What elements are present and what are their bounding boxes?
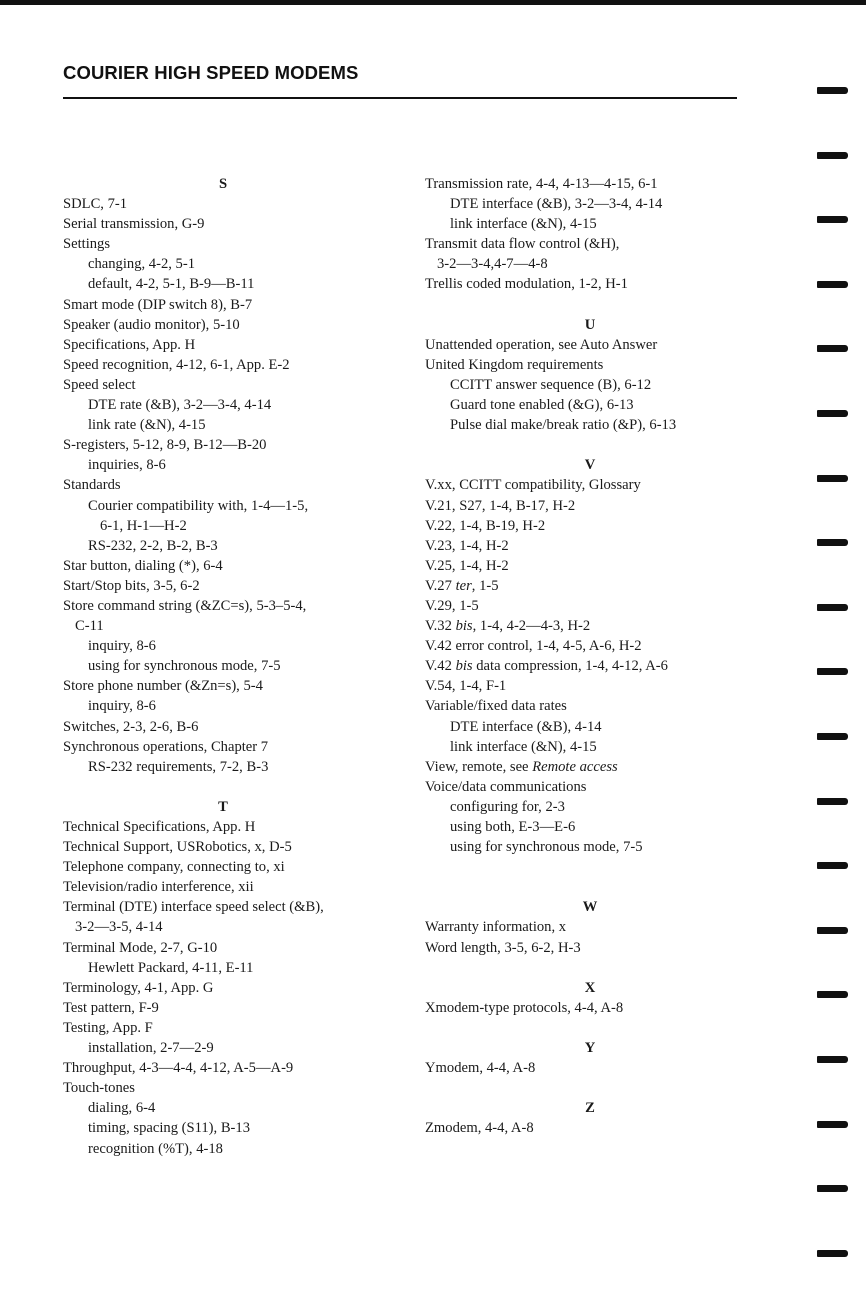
index-entry: Variable/fixed data rates [425,698,567,715]
section-spacer [63,777,383,797]
index-entry: V.23, 1-4, H-2 [425,537,509,554]
index-subentry: CCITT answer sequence (B), 6-12 [450,376,652,393]
entry-text: V.27 [425,577,456,594]
index-subentry: dialing, 6-4 [88,1100,156,1117]
index-subentry: DTE rate (&B), 3-2—3-4, 4-14 [88,397,272,414]
index-entry: V.42 error control, 1-4, 4-5, A-6, H-2 [425,638,642,655]
edge-tab-marker [817,87,848,94]
index-entry: V.29, 1-5 [425,597,479,614]
index-entry: Test pattern, F-9 [63,999,159,1016]
edge-tab-marker [817,152,848,159]
edge-tab-marker [817,475,848,482]
index-subentry: Hewlett Packard, 4-11, E-11 [88,959,254,976]
index-subentry: inquiries, 8-6 [88,457,166,474]
index-entry: Telephone company, connecting to, xi [63,859,285,876]
index-subentry: DTE interface (&B), 3-2—3-4, 4-14 [450,196,663,213]
index-entry: United Kingdom requirements [425,356,604,373]
edge-tab-marker [817,345,848,352]
index-column-right [425,174,755,1139]
entry-text: , 1-4, 4-2—4-3, H-2 [472,618,591,635]
index-entry: Testing, App. F [63,1019,153,1036]
index-entry: Touch-tones [63,1080,135,1097]
index-entry: Technical Support, USRobotics, x, D-5 [63,839,292,856]
edge-tab-marker [817,668,848,675]
edge-tab-marker [817,1250,848,1257]
section-spacer [425,877,755,897]
section-spacer [425,958,755,978]
edge-tab-marker [817,281,848,288]
edge-tab-marker [817,733,848,740]
index-entry: Transmit data flow control (&H), [425,236,620,253]
index-entry: Smart mode (DIP switch 8), B-7 [63,296,253,313]
entry-italic-text: bis [455,618,473,635]
index-entry: Standards [63,477,121,494]
index-entry: Terminology, 4-1, App. G [63,979,214,996]
section-letter: X [584,979,596,996]
index-entry: Word length, 3-5, 6-2, H-3 [425,939,581,956]
index-entry: Warranty information, x [425,919,567,936]
section-letter: T [218,798,228,815]
edge-tab-marker [817,1185,848,1192]
entry-text: View, remote, see [425,758,533,775]
index-entry: Voice/data communications [425,778,587,795]
index-subentry: installation, 2-7—2-9 [88,1040,214,1057]
index-subentry: RS-232 requirements, 7-2, B-3 [88,758,269,775]
index-entry: Television/radio interference, xii [63,879,254,896]
edge-tab-marker [817,216,848,223]
edge-tab-marker [817,1056,848,1063]
index-entry: Switches, 2-3, 2-6, B-6 [63,718,199,735]
index-entry: V.22, 1-4, B-19, H-2 [425,517,546,534]
edge-tab-marker [817,862,848,869]
edge-tab-marker [817,991,848,998]
section-letter: V [584,457,596,474]
index-subentry: C-11 [75,618,104,635]
index-entry: Ymodem, 4-4, A-8 [425,1060,536,1077]
index-subentry: changing, 4-2, 5-1 [88,256,195,273]
index-entry: Speed select [63,376,136,393]
index-subentry: inquiry, 8-6 [88,638,156,655]
index-subentry: inquiry, 8-6 [88,698,156,715]
index-subentry: 3-2—3-4,4-7—4-8 [437,256,548,273]
entry-italic-text: bis [455,658,473,675]
section-letter: W [582,899,598,916]
edge-tab-marker [817,798,848,805]
index-entry: Trellis coded modulation, 1-2, H-1 [425,276,628,293]
index-subentry: 3-2—3-5, 4-14 [75,919,163,936]
section-spacer [425,435,755,455]
header-rule [63,97,737,99]
index-subentry: Courier compatibility with, 1-4—1-5, [88,497,309,514]
section-letter: Z [585,1100,595,1117]
index-entry: Specifications, App. H [63,336,196,353]
index-entry: Technical Specifications, App. H [63,819,256,835]
index-entry [425,616,755,636]
index-entry: S-registers, 5-12, 8-9, B-12—B-20 [63,437,267,454]
section-letter: S [218,176,228,192]
entry-text: V.32 [425,618,456,635]
index-entry: Throughput, 4-3—4-4, 4-12, A-5—A-9 [63,1060,294,1077]
index-entry: Speed recognition, 4-12, 6-1, App. E-2 [63,356,290,373]
index-entry: V.21, S27, 1-4, B-17, H-2 [425,497,576,514]
section-spacer [425,857,755,877]
index-entry: Speaker (audio monitor), 5-10 [63,316,240,333]
index-subentry: 6-1, H-1—H-2 [100,517,187,534]
index-subentry: link interface (&N), 4-15 [450,738,597,755]
index-subentry: Guard tone enabled (&G), 6-13 [450,397,634,414]
entry-italic-text: Remote access [532,758,618,775]
section-spacer [425,1078,755,1098]
index-column-left [63,174,383,1159]
index-entry: Start/Stop bits, 3-5, 6-2 [63,577,200,594]
index-entry: V.xx, CCITT compatibility, Glossary [425,477,641,494]
page-title: COURIER HIGH SPEED MODEMS [63,62,359,83]
index-subentry: default, 4-2, 5-1, B-9—B-11 [88,276,255,293]
index-subentry: using both, E-3—E-6 [450,819,576,835]
index-entry: Transmission rate, 4-4, 4-13—4-15, 6-1 [425,176,658,192]
index-subentry: Pulse dial make/break ratio (&P), 6-13 [450,417,677,434]
index-subentry: RS-232, 2-2, B-2, B-3 [88,537,218,554]
edge-tab-marker [817,927,848,934]
index-entry: Zmodem, 4-4, A-8 [425,1120,534,1137]
entry-text: V.42 [425,658,456,675]
index-subentry: using for synchronous mode, 7-5 [88,658,281,675]
index-entry [425,576,755,596]
section-letter: Y [584,1040,596,1057]
index-entry: Terminal Mode, 2-7, G-10 [63,939,218,956]
index-entry: Serial transmission, G-9 [63,216,205,233]
index-entry [425,757,755,777]
index-subentry: timing, spacing (S11), B-13 [88,1120,251,1137]
entry-text: , 1-5 [471,577,499,594]
index-entry: V.54, 1-4, F-1 [425,678,507,695]
index-entry: Store phone number (&Zn=s), 5-4 [63,678,263,695]
index-entry: Settings [63,236,111,253]
section-spacer [425,295,755,315]
index-subentry: configuring for, 2-3 [450,798,565,815]
edge-tab-marker [817,410,848,417]
section-spacer [425,1018,755,1038]
index-entry: Synchronous operations, Chapter 7 [63,738,269,755]
index-entry: Terminal (DTE) interface speed select (&B), [63,899,324,916]
section-letter: U [584,316,596,333]
index-entry: Store command string (&ZC=s), 5-3–5-4, [63,597,307,614]
top-border-rule [0,0,866,5]
index-subentry: DTE interface (&B), 4-14 [450,718,602,735]
index-subentry: link interface (&N), 4-15 [450,216,597,233]
index-entry: Unattended operation, see Auto Answer [425,336,658,353]
entry-text: data compression, 1-4, 4-12, A-6 [472,658,668,675]
edge-tab-marker [817,604,848,611]
edge-tab-marker [817,539,848,546]
index-entry [425,656,755,676]
index-entry: Star button, dialing (*), 6-4 [63,557,223,574]
edge-tab-marker [817,1121,848,1128]
index-subentry: link rate (&N), 4-15 [88,417,206,434]
index-entry: V.25, 1-4, H-2 [425,557,509,574]
index-subentry: recognition (%T), 4-18 [88,1140,223,1157]
index-entry: SDLC, 7-1 [63,196,128,213]
index-entry: Xmodem-type protocols, 4-4, A-8 [425,999,624,1016]
entry-italic-text: ter [455,577,472,594]
index-subentry: using for synchronous mode, 7-5 [450,839,643,856]
